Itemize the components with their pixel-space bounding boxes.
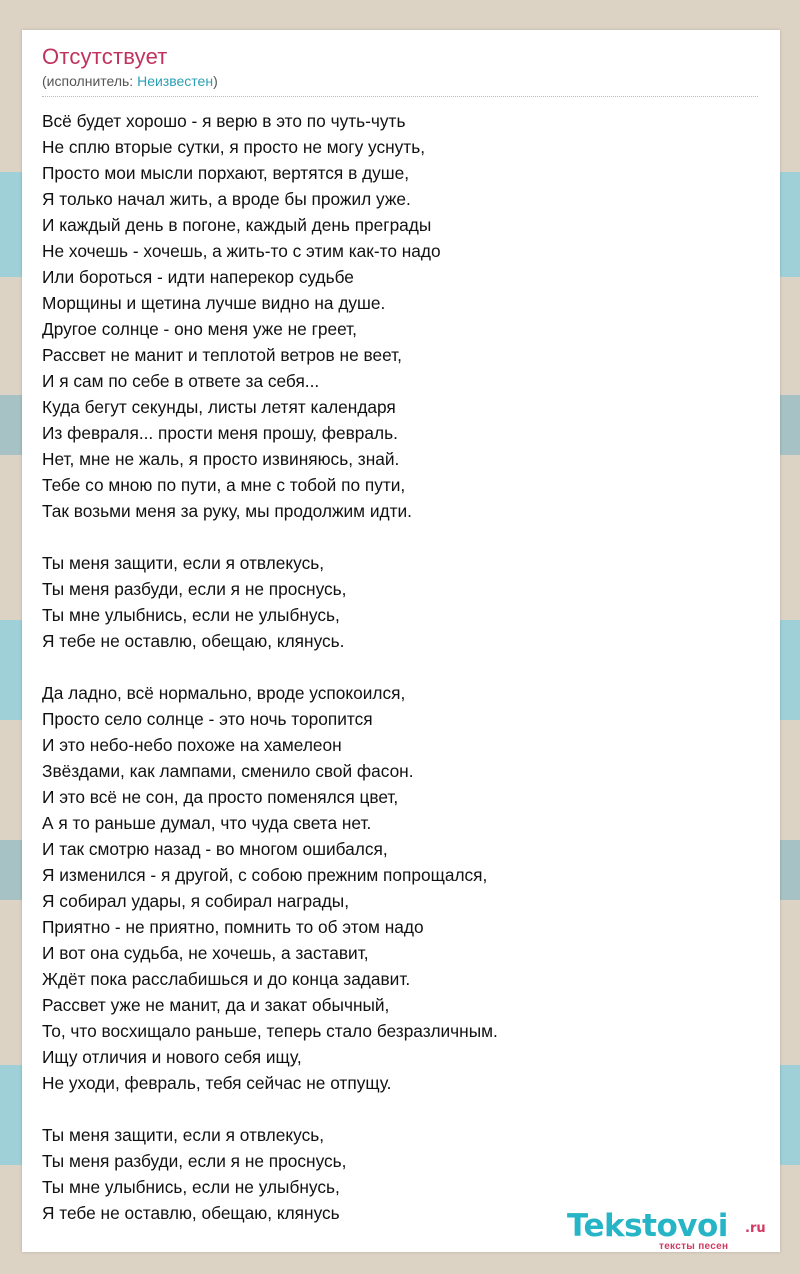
lyric-line: Я тебе не оставлю, обещаю, клянусь — [42, 1203, 340, 1223]
lyric-line: Рассвет не манит и теплотой ветров не веет, — [42, 345, 402, 365]
artist-link[interactable]: Неизвестен — [137, 73, 214, 89]
lyric-line: Просто село солнце - это ночь торопится — [42, 709, 373, 729]
title-divider — [42, 96, 758, 97]
lyric-line: Звёздами, как лампами, сменило свой фасон. — [42, 761, 414, 781]
artist-line — [42, 73, 218, 89]
lyrics-text — [42, 108, 762, 1226]
lyric-line: Ты мне улыбнись, если не улыбнусь, — [42, 605, 340, 625]
lyric-line: Просто мои мысли порхают, вертятся в душе, — [42, 163, 410, 183]
lyric-line: Приятно - не приятно, помнить то об этом надо — [42, 917, 424, 937]
lyric-line: Ты меня разбуди, если я не проснусь, — [42, 579, 347, 599]
lyric-line: Ты меня защити, если я отвлекусь, — [42, 553, 325, 573]
logo-domain: .ru — [745, 1221, 766, 1236]
artist-suffix: ) — [213, 73, 218, 89]
lyric-line: Ждёт пока расслабишься и до конца задавит. — [42, 969, 411, 989]
lyric-line: И я сам по себе в ответе за себя... — [42, 371, 320, 391]
lyric-line: Не уходи, февраль, тебя сейчас не отпущу. — [42, 1073, 392, 1093]
lyric-line: Я собирал удары, я собирал награды, — [42, 891, 350, 911]
lyric-line: Ищу отличия и нового себя ищу, — [42, 1047, 302, 1067]
lyric-line: Из февраля... прости меня прошу, февраль. — [42, 423, 398, 443]
lyric-line: И так смотрю назад - во многом ошибался, — [42, 839, 388, 859]
stanza-break — [42, 524, 762, 550]
lyric-line: Всё будет хорошо - я верю в это по чуть-чуть — [42, 111, 406, 131]
stanza-break — [42, 1096, 762, 1122]
lyric-line: Морщины и щетина лучше видно на душе. — [42, 293, 386, 313]
logo-wordmark: Tekstovoi — [567, 1208, 728, 1244]
lyric-line: Не сплю вторые сутки, я просто не могу уснуть, — [42, 137, 426, 157]
lyric-line: То, что восхищало раньше, теперь стало безразличным. — [42, 1021, 498, 1041]
lyric-line: Тебе со мною по пути, а мне с тобой по пути, — [42, 475, 406, 495]
site-logo[interactable] — [567, 1208, 777, 1252]
lyric-line: Я изменился - я другой, с собою прежним попрощался, — [42, 865, 488, 885]
lyric-line: Нет, мне не жаль, я просто извиняюсь, знай. — [42, 449, 400, 469]
lyric-line: И это небо-небо похоже на хамелеон — [42, 735, 342, 755]
lyric-line: Так возьми меня за руку, мы продолжим идти. — [42, 501, 412, 521]
lyric-line: Куда бегут секунды, листы летят календаря — [42, 397, 396, 417]
lyric-line: Да ладно, всё нормально, вроде успокоился, — [42, 683, 406, 703]
lyric-line: Рассвет уже не манит, да и закат обычный, — [42, 995, 390, 1015]
lyric-line: И каждый день в погоне, каждый день преграды — [42, 215, 432, 235]
lyric-line: Я тебе не оставлю, обещаю, клянусь. — [42, 631, 345, 651]
lyric-line: Ты меня разбуди, если я не проснусь, — [42, 1151, 347, 1171]
lyric-line: А я то раньше думал, что чуда света нет. — [42, 813, 372, 833]
lyrics-card — [22, 30, 780, 1252]
lyric-line: Ты меня защити, если я отвлекусь, — [42, 1125, 325, 1145]
lyric-line: Я только начал жить, а вроде бы прожил уже. — [42, 189, 411, 209]
lyric-line: И вот она судьба, не хочешь, а заставит, — [42, 943, 369, 963]
artist-prefix: (исполнитель: — [42, 73, 138, 89]
lyric-line: Или бороться - идти наперекор судьбе — [42, 267, 354, 287]
lyric-line: И это всё не сон, да просто поменялся цвет, — [42, 787, 399, 807]
lyric-line: Не хочешь - хочешь, а жить-то с этим как-то надо — [42, 241, 441, 261]
song-title: Отсутствует — [42, 44, 168, 69]
lyric-line: Другое солнце - оно меня уже не греет, — [42, 319, 357, 339]
logo-tagline: тексты песен — [659, 1241, 729, 1252]
lyric-line: Ты мне улыбнись, если не улыбнусь, — [42, 1177, 340, 1197]
stanza-break — [42, 654, 762, 680]
